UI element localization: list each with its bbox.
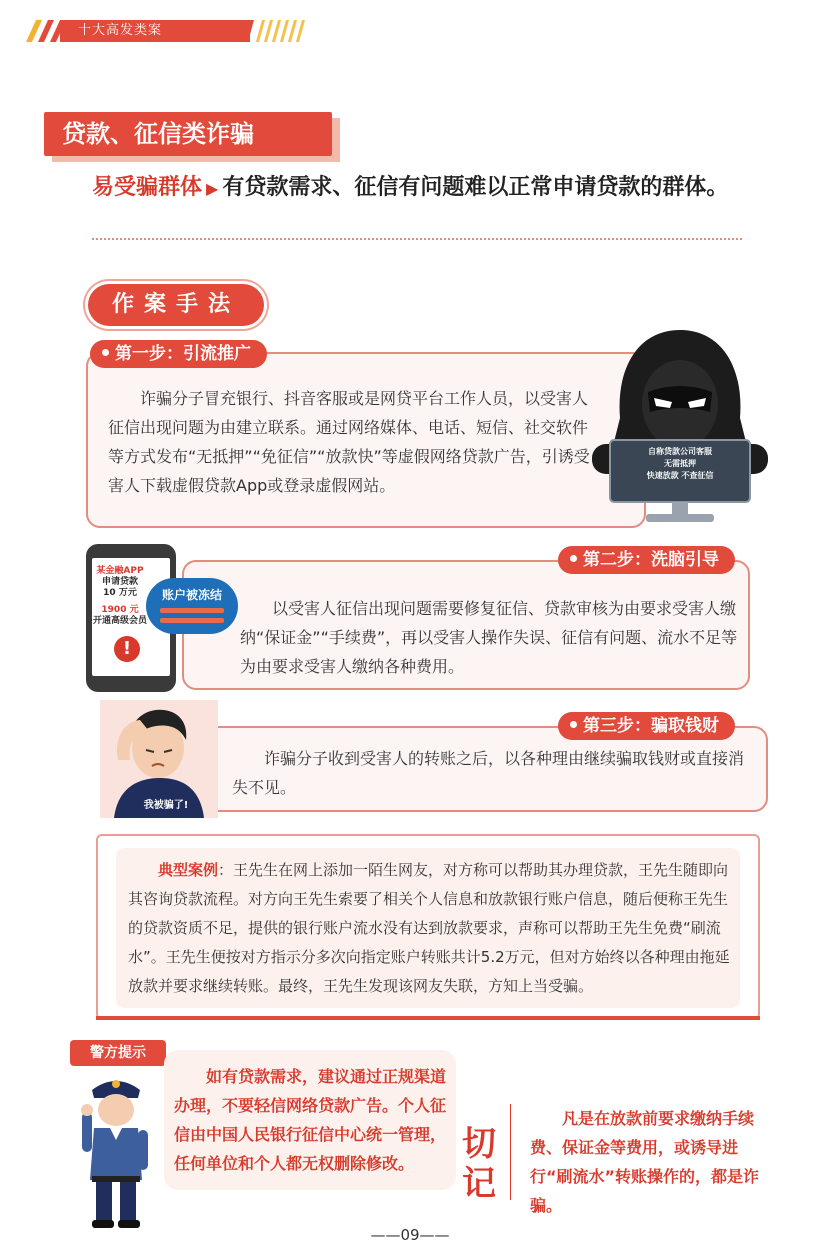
dotted-divider <box>92 238 742 240</box>
case-label: 典型案例 <box>158 861 219 879</box>
step1-label: 第一步：引流推广 <box>115 344 251 364</box>
victim-group <box>92 172 752 205</box>
case-bottom-bar <box>96 1016 760 1020</box>
phone-fee-note: 开通高级会员 <box>92 616 147 626</box>
triangle-right-icon: ▶ <box>206 179 219 198</box>
page-number: ——09—— <box>370 1226 450 1244</box>
step3-label: 第三步：骗取钱财 <box>583 716 719 736</box>
victim-group-text: 有贷款需求、征信有问题难以正常申请贷款的群体。 <box>222 175 729 200</box>
header-category: 十大高发类案 <box>60 20 250 42</box>
remember-text: 凡是在放款前要求缴纳手续费、保证金等费用，或诱导进行“刷流水”转账操作的，都是诈骗。 <box>530 1109 760 1215</box>
phone-loan-line1: 申请贷款 <box>101 577 138 587</box>
step2-label: 第二步：洗脑引导 <box>583 550 719 570</box>
step2-badge <box>558 546 735 574</box>
step3-badge <box>558 712 735 740</box>
frozen-bubble-text: 账户被冻结 <box>161 588 222 602</box>
hacker-screen-text <box>610 446 750 482</box>
remember-title: 切记 <box>462 1124 496 1204</box>
step1-badge <box>90 340 267 368</box>
case-text-block <box>128 856 732 1001</box>
method-title: 作案手法 <box>88 284 264 326</box>
victim-shirt-text: 我被骗了! <box>143 800 189 811</box>
step3-text: 诈骗分子收到受害人的转账之后，以各种理由继续骗取钱财或直接消失不见。 <box>232 749 745 797</box>
frozen-bubble <box>146 578 238 634</box>
police-tip-text: 如有贷款需求，建议通过正规渠道办理，不要轻信网络贷款广告。个人征信由中国人民银行征信中心统一管理，任何单位和个人都无权删除修改。 <box>174 1067 447 1173</box>
blurred-line <box>160 618 224 623</box>
hacker-screen-line1: 自称贷款公司客服 <box>648 447 712 456</box>
page-number-value: 09 <box>400 1226 420 1244</box>
section-title: 贷款、征信类诈骗 <box>44 112 332 156</box>
hacker-screen-line3: 快速放款 不查征信 <box>646 471 714 480</box>
warning-icon: ! <box>114 636 140 662</box>
phone-fee: 1900 元 <box>101 605 139 615</box>
police-tip-tag: 警方提示 <box>70 1040 166 1066</box>
phone-ad <box>92 566 148 627</box>
bullet-icon <box>102 349 109 356</box>
header-tail-stripes <box>248 20 318 42</box>
hacker-screen-line2: 无需抵押 <box>664 459 696 468</box>
bullet-icon <box>570 721 577 728</box>
remember-divider <box>510 1104 511 1200</box>
hacker-illustration <box>580 326 780 530</box>
step2-text: 以受害人征信出现问题需要修复征信、贷款审核为由要求受害人缴纳“保证金”“手续费”，再以受害人操作失误、征信有问题、流水不足等为由要求受害人缴纳各种费用。 <box>240 599 738 676</box>
victim-group-label: 易受骗群体 <box>92 175 203 200</box>
case-text: ：王先生在网上添加一陌生网友，对方称可以帮助其办理贷款，王先生随即向其咨询贷款流程。对方向王先生索要了相关个人信息和放款银行账户信息，随后便称王先生的贷款资质不足，提供的银行账户流水没有达到放款要求，声称可以帮助王先生免费“刷流水”。王先生便按对方指示分多次向指定账户转账共计5.2万元，但对方始终以各种理由拖延放款并要求继续转账。最终，王先生发现该网友失联，方知上当受骗。 <box>128 861 730 995</box>
phone-loan-line2: 10 万元 <box>103 588 137 598</box>
step1-text: 诈骗分子冒充银行、抖音客服或是网贷平台工作人员，以受害人征信出现问题为由建立联系。通过网络媒体、电话、短信、社交软件等方式发布“无抵押”“免征信”“放款快”等虚假网络贷款广告，引诱受害人下载虚假贷款App或登录虚假网站。 <box>108 389 590 495</box>
phone-app-name: 某金融APP <box>96 566 144 576</box>
bullet-icon <box>570 555 577 562</box>
blurred-line <box>160 608 224 613</box>
police-officer-illustration <box>76 1068 156 1230</box>
